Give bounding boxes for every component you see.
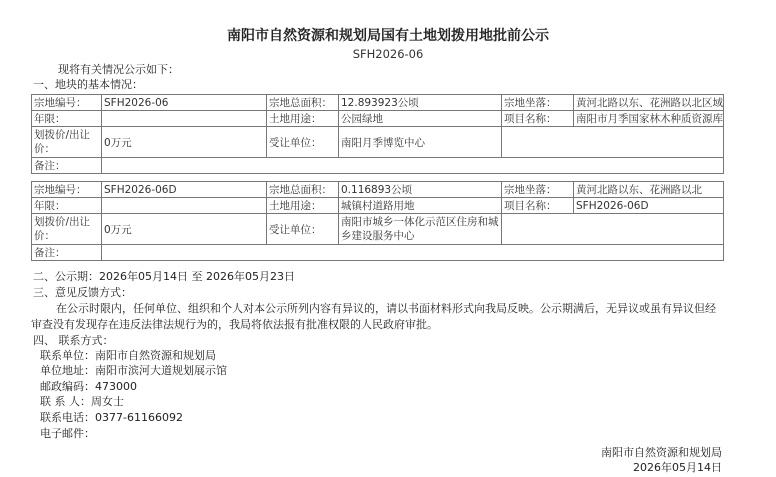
location-label: 宗地坐落： bbox=[502, 182, 574, 198]
area-label: 宗地总面积： bbox=[267, 95, 339, 111]
parcel-table-1 bbox=[31, 94, 724, 174]
notice-title: 南阳市自然资源和规划局国有土地划拨用地批前公示 bbox=[227, 28, 549, 44]
table-row bbox=[32, 245, 724, 261]
price-value: 0万元 bbox=[102, 127, 267, 158]
section-1-title: 一、地块的基本情况： bbox=[33, 78, 143, 91]
table-row bbox=[32, 182, 724, 198]
remarks-label: 备注： bbox=[32, 245, 102, 261]
price-label: 划拨价/出让价： bbox=[32, 127, 102, 158]
notice-code: SFH2026-06 bbox=[352, 47, 424, 61]
parcel-no-value: SFH2026-06 bbox=[102, 95, 267, 111]
remarks-label: 备注： bbox=[32, 158, 102, 174]
grantee-label: 受让单位： bbox=[267, 127, 339, 158]
table-row bbox=[32, 158, 724, 174]
location-value: 黄河北路以东、花洲路以北区域 bbox=[574, 95, 724, 111]
parcel-no-label: 宗地编号： bbox=[32, 95, 102, 111]
project-label: 项目名称： bbox=[502, 198, 574, 214]
contact-person: 联 系 人：周女士 bbox=[40, 395, 124, 408]
location-label: 宗地坐落： bbox=[502, 95, 574, 111]
grantee-value: 南阳月季博览中心 bbox=[339, 127, 502, 158]
price-value: 0万元 bbox=[102, 214, 267, 245]
years-label: 年限： bbox=[32, 111, 102, 127]
parcel-table-2 bbox=[31, 181, 724, 261]
years-value bbox=[102, 198, 267, 214]
table-row bbox=[32, 198, 724, 214]
contact-unit: 联系单位：南阳市自然资源和规划局 bbox=[40, 349, 216, 362]
years-label: 年限： bbox=[32, 198, 102, 214]
section-3-title: 三、意见反馈方式： bbox=[33, 286, 132, 299]
parcel-no-label: 宗地编号： bbox=[32, 182, 102, 198]
remarks-value bbox=[102, 245, 724, 261]
use-value: 城镇村道路用地 bbox=[339, 198, 502, 214]
project-value: SFH2026-06D bbox=[574, 198, 724, 214]
table-row bbox=[32, 127, 724, 158]
section-3-body: 在公示时限内，任何单位、组织和个人对本公示所列内容有异议的，请以书面材料形式向我局反映。公示期满后，无异议或虽有异议但经审查没有发现存在违反法律法规行为的，我局将依法报有批准权限的人民政府审批。 bbox=[31, 302, 716, 331]
project-label: 项目名称： bbox=[502, 111, 574, 127]
years-value bbox=[102, 111, 267, 127]
section-2-period: 二、公示期：2026年05月14日 至 2026年05月23日 bbox=[33, 270, 295, 283]
area-value: 0.116893公顷 bbox=[339, 182, 502, 198]
section-4-title: 四、 联系方式： bbox=[33, 334, 114, 347]
contact-email: 电子邮件： bbox=[40, 427, 95, 440]
table-row bbox=[32, 214, 724, 245]
location-value: 黄河北路以东、花洲路以北 bbox=[574, 182, 724, 198]
area-label: 宗地总面积： bbox=[267, 182, 339, 198]
grantee-label: 受让单位： bbox=[267, 214, 339, 245]
empty-cell bbox=[502, 127, 724, 158]
project-value: 南阳市月季国家林木种质资源库 bbox=[574, 111, 724, 127]
contact-address: 单位地址：南阳市滨河大道规划展示馆 bbox=[40, 364, 227, 377]
price-label: 划拨价/出让价： bbox=[32, 214, 102, 245]
use-label: 土地用途： bbox=[267, 198, 339, 214]
use-value: 公园绿地 bbox=[339, 111, 502, 127]
area-value: 12.893923公顷 bbox=[339, 95, 502, 111]
parcel-no-value: SFH2026-06D bbox=[102, 182, 267, 198]
table-row bbox=[32, 111, 724, 127]
signature-date: 2026年05月14日 bbox=[633, 461, 722, 474]
empty-cell bbox=[502, 214, 724, 245]
intro-text: 现将有关情况公示如下： bbox=[58, 63, 179, 76]
use-label: 土地用途： bbox=[267, 111, 339, 127]
contact-postcode: 邮政编码：473000 bbox=[40, 380, 137, 393]
table-row bbox=[32, 95, 724, 111]
signature-org: 南阳市自然资源和规划局 bbox=[601, 446, 722, 459]
grantee-value: 南阳市城乡一体化示范区住房和城乡建设服务中心 bbox=[339, 214, 502, 245]
remarks-value bbox=[102, 158, 724, 174]
contact-phone: 联系电话：0377-61166092 bbox=[40, 411, 183, 424]
